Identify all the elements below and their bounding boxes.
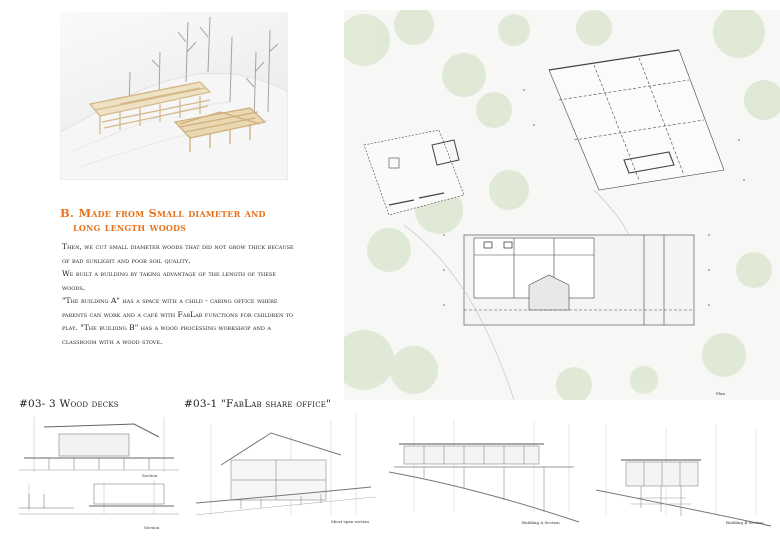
paragraph-3: "The building A" has a space with a child - caring office where parents can work and a café with FabLab functions for children to play. "The building B" has a wood processing workshop and a classroom with a wood stove.: [62, 296, 294, 346]
model-photo: [60, 12, 288, 180]
building-b-section: [586, 420, 776, 534]
deck-section-label-2: Section: [144, 525, 160, 530]
site-plan-drawing: [344, 10, 780, 400]
fablab-section: [181, 405, 381, 533]
paragraph-1: Then, we cut small diameter woods that did not grow thick because of bad sunlight and poor soil quality.: [62, 242, 294, 265]
fablab-title: #03-1 "FabLab share office": [184, 398, 332, 410]
building-b-section-label: Building B Section: [726, 520, 764, 525]
site-plan: [344, 10, 780, 400]
section-heading: [60, 206, 290, 234]
fablab-section-drawing: [181, 405, 381, 533]
building-a-section-drawing: [384, 412, 584, 534]
description-text: [62, 240, 294, 348]
building-a-section: [384, 412, 584, 534]
heading-line-1: B. Made from Small diameter and: [60, 206, 266, 220]
deck-section-label-1: Section: [142, 473, 158, 478]
heading-line-2: long length woods: [73, 220, 187, 234]
wood-decks-title: #03- 3 Wood decks: [19, 398, 119, 410]
wood-decks-sections: [14, 412, 180, 534]
building-a-section-label: Building A Section: [522, 520, 560, 525]
wood-decks-drawing: [14, 412, 180, 534]
fablab-section-label: Short-span section: [331, 519, 369, 524]
model-photo-drawing: [60, 12, 288, 180]
paragraph-2: We built a building by taking advantage of the length of these woods.: [62, 269, 276, 292]
building-b-section-drawing: [586, 420, 776, 534]
plan-label: Plan: [716, 391, 725, 396]
